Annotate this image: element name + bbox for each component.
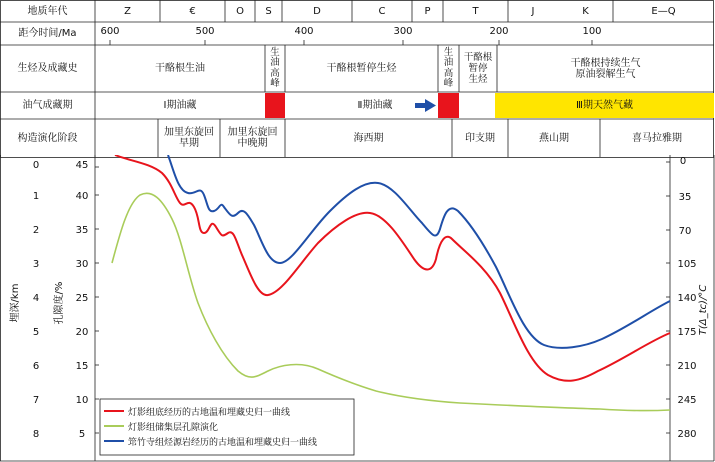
row-label-tectonic: 构造演化阶段 <box>17 132 78 144</box>
time-tick: 500 <box>195 25 215 37</box>
tectonic-hercynian: 海西期 <box>353 132 384 144</box>
temp-tick: 245 <box>677 395 697 406</box>
temp-tick: 175 <box>677 327 697 338</box>
porosity-tick: 40 <box>75 191 89 202</box>
temp-tick: 280 <box>677 429 697 440</box>
porosity-tick: 45 <box>75 160 89 171</box>
depth-tick: 7 <box>32 395 40 406</box>
phase-1-oil: Ⅰ期油藏 <box>163 100 197 111</box>
porosity-tick: 5 <box>78 429 86 440</box>
temp-tick: 35 <box>678 192 692 203</box>
porosity-tick: 10 <box>75 395 89 406</box>
depth-tick: 5 <box>32 327 40 338</box>
period-z: Z <box>124 5 131 17</box>
hc-peak-1: 生 油 高 峰 <box>270 46 280 89</box>
time-tick: 300 <box>393 25 413 37</box>
depth-tick: 4 <box>32 293 40 304</box>
phase-2-oil: Ⅱ期油藏 <box>357 100 393 111</box>
depth-tick: 6 <box>32 361 40 372</box>
temp-tick: 105 <box>677 259 697 270</box>
arrow-icon <box>415 99 436 112</box>
row-label-hydrocarbon: 生烃及成藏史 <box>17 63 78 74</box>
tectonic-caledonian-mid-late: 加里东旋回 中晚期 <box>227 127 278 149</box>
tectonic-indosinian: 印支期 <box>465 132 495 144</box>
hc-early: 干酪根生油 <box>155 63 205 74</box>
tectonic-yanshanian: 燕山期 <box>539 132 569 144</box>
temp-axis-label: T(Δ_tc)/°C <box>698 284 709 336</box>
period-cambrian: € <box>189 5 196 17</box>
depth-tick: 2 <box>32 225 40 236</box>
porosity-tick: 30 <box>75 259 89 270</box>
hc-pause-2: 干酪根 暂停 生烃 <box>463 52 493 85</box>
depth-tick: 3 <box>32 259 40 270</box>
porosity-axis-label: 孔隙度/% <box>54 281 65 325</box>
porosity-tick: 20 <box>75 327 89 338</box>
tectonic-caledonian-early: 加里东旋回 早期 <box>164 127 214 149</box>
temp-tick: 140 <box>677 293 697 304</box>
period-eq: E—Q <box>651 5 676 17</box>
porosity-tick: 35 <box>75 225 89 236</box>
row-label-time: 距今时间/Ma <box>18 28 77 39</box>
red-curve <box>115 155 670 381</box>
depth-axis-label: 埋深/km <box>10 283 21 323</box>
porosity-tick: 25 <box>75 293 89 304</box>
period-s: S <box>265 5 272 17</box>
hc-late: 干酪根持续生气 原油裂解生气 <box>570 57 641 80</box>
depth-tick: 0 <box>32 160 40 171</box>
phase-3-gas: Ⅲ期天然气藏 <box>576 100 633 111</box>
legend-text-red: 灯影组底经历的古地温和埋藏史归一曲线 <box>128 408 291 418</box>
legend-text-blue: 筇竹寺组烃源岩经历的古地温和埋藏史归一曲线 <box>128 438 318 448</box>
temp-tick: 210 <box>677 361 697 372</box>
legend-text-green: 灯影组储集层孔隙演化 <box>128 423 219 433</box>
time-tick: 100 <box>582 25 602 37</box>
time-tick: 400 <box>294 25 314 37</box>
depth-tick: 1 <box>32 191 40 202</box>
period-t: T <box>472 5 479 17</box>
temp-tick: 0 <box>679 156 687 167</box>
period-c: C <box>378 5 386 17</box>
period-d: D <box>313 5 321 17</box>
row-label-age: 地质年代 <box>27 5 68 17</box>
period-k: K <box>582 5 589 17</box>
period-o: O <box>236 5 244 17</box>
temp-tick: 70 <box>678 226 692 237</box>
time-tick: 200 <box>489 25 509 37</box>
row-label-accumulation: 油气成藏期 <box>22 100 73 111</box>
oil-peak-block-2 <box>438 93 459 118</box>
porosity-tick: 15 <box>75 361 89 372</box>
period-j: J <box>531 5 535 17</box>
depth-tick: 8 <box>32 429 40 440</box>
hc-pause: 干酪根暂停生烃 <box>326 63 397 74</box>
tectonic-himalayan: 喜马拉雅期 <box>632 132 682 144</box>
period-p: P <box>424 5 431 17</box>
time-tick: 600 <box>100 25 120 37</box>
hc-peak-2: 生 油 高 峰 <box>443 46 454 89</box>
burial-history-plot <box>0 155 715 462</box>
oil-peak-block-1 <box>265 93 285 118</box>
blue-curve <box>168 155 670 348</box>
